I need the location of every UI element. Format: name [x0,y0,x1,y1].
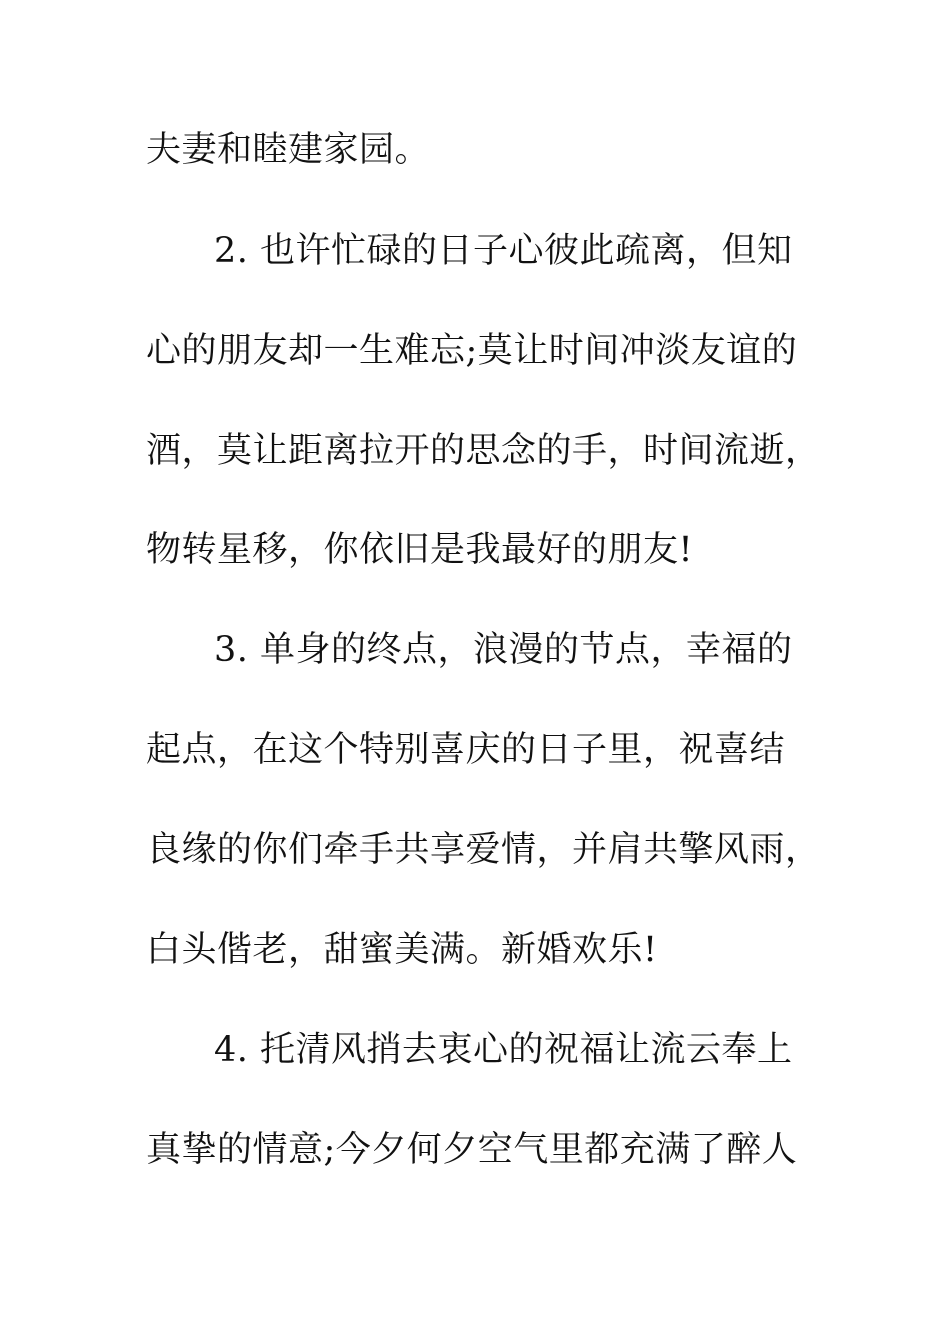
paragraph-4-start: 4. 托清风捎去衷心的祝福让流云奉上 [214,1030,793,1070]
text-line: 夫妻和睦建家园。 [146,130,431,170]
text-line: 良缘的你们牵手共享爱情，并肩共擎风雨， [146,830,821,870]
text-line: 物转星移，你依旧是我最好的朋友! [146,530,694,570]
text-line: 起点，在这个特别喜庆的日子里，祝喜结 [146,730,786,770]
text-line: 心的朋友却一生难忘;莫让时间冲淡友谊的 [146,331,798,371]
paragraph-3-start: 3. 单身的终点，浪漫的节点，幸福的 [214,630,793,670]
text-line: 真挚的情意;今夕何夕空气里都充满了醉人 [146,1130,798,1170]
text-line: 白头偕老，甜蜜美满。新婚欢乐! [146,930,658,970]
paragraph-2-start: 2. 也许忙碌的日子心彼此疏离，但知 [214,231,793,271]
text-line: 酒，莫让距离拉开的思念的手，时间流逝， [146,431,821,471]
